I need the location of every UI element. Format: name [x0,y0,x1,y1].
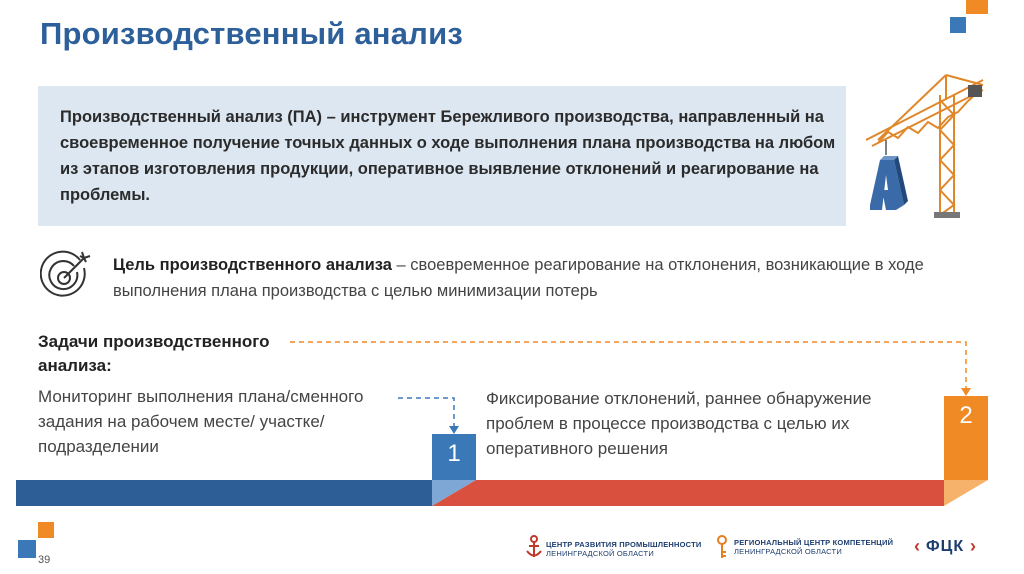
logo-fck [914,536,990,558]
decor-square-orange-bottom [38,522,54,538]
logo-fck-left-bracket: ‹ [914,536,920,556]
tasks-title: Задачи производственного анализа: [38,332,270,375]
logo-left-line2: ЛЕНИНГРАДСКОЙ ОБЛАСТИ [546,549,654,558]
task-1-text: Мониторинг выполнения плана/сменного задания на рабочем месте/ участке/подразделении [38,387,364,456]
logo-left-line1: ЦЕНТР РАЗВИТИЯ ПРОМЫШЛЕННОСТИ [546,540,702,549]
key-logo-icon [712,534,732,560]
logo-fck-right-bracket: › [970,536,976,556]
page-number: 39 [38,554,51,566]
definition-term: Производственный анализ (ПА) [60,108,323,126]
goal-term: Цель производственного анализа [113,256,392,274]
logo-industry-center [524,534,704,562]
decor-square-blue-bottom [18,540,36,558]
definition-body: – инструмент Бережливого производства, направленный на своевременное получение точных данных о ходе выполнения плана производства на любом из этапов изготовления продукции, оперативное выявление отклонений и реагирование на проблемы. [60,108,836,204]
anchor-logo-icon [524,534,544,560]
logo-fck-text: ФЦК [926,538,965,555]
step-1-number: 1 [447,440,461,467]
page-title: Производственный анализ [40,16,463,51]
step-2-number: 2 [959,402,973,429]
logo-middle-line2: ЛЕНИНГРАДСКОЙ ОБЛАСТИ [734,547,842,556]
logo-middle-line1: РЕГИОНАЛЬНЫЙ ЦЕНТР КОМПЕТЕНЦИЙ [734,538,894,547]
goal-body: – своевременное реагирование на отклонения, возникающие в ходе выполнения плана производства с целью минимизации потерь [113,256,924,300]
logo-competence-center [712,534,902,562]
task-2-text: Фиксирование отклонений, раннее обнаружение проблем в процессе производства с целью их оперативного решения [486,389,872,458]
